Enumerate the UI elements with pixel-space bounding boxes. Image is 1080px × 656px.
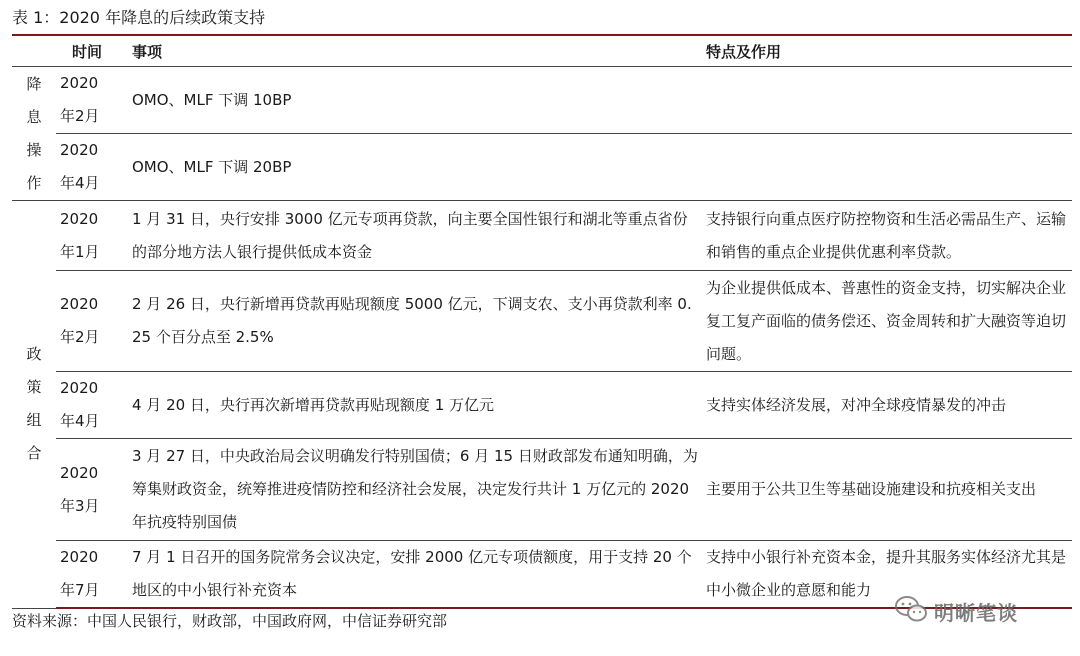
time-cell	[56, 201, 128, 271]
watermark	[894, 594, 1018, 628]
time-cell	[56, 134, 128, 201]
table-row	[12, 201, 1072, 271]
item-cell: 2 月 26 日，央行新增再贷款再贴现额度 5000 亿元，下调支农、支小再贷款利率 0.25 个百分点至 2.5%	[128, 271, 702, 372]
time-month: 年7月	[60, 581, 100, 599]
item-cell: 1 月 31 日，央行安排 3000 亿元专项再贷款，向主要全国性银行和湖北等重点省份的部分地方法人银行提供低成本资金	[128, 201, 702, 271]
header-feature: 特点及作用	[702, 35, 1072, 67]
feature-cell: 为企业提供低成本、普惠性的资金支持，切实解决企业复工复产面临的债务偿还、资金周转和扩大融资等迫切问题。	[702, 271, 1072, 372]
feature-cell: 支持银行向重点医疗防控物资和生活必需品生产、运输和销售的重点企业提供优惠利率贷款。	[702, 201, 1072, 271]
time-cell	[56, 271, 128, 372]
time-cell	[56, 541, 128, 609]
time-month: 年2月	[60, 107, 100, 125]
time-year: 2020	[60, 74, 99, 92]
time-year: 2020	[60, 209, 99, 228]
table-header-row	[12, 35, 1072, 67]
group-label-policy-mix: 政策组合	[26, 345, 42, 463]
time-cell	[56, 372, 128, 439]
item-cell: OMO、MLF 下调 20BP	[128, 134, 702, 201]
group-label-rate-cut: 降息操作	[26, 74, 42, 192]
item-cell: OMO、MLF 下调 10BP	[128, 67, 702, 134]
item-cell: 7 月 1 日召开的国务院常务会议决定，安排 2000 亿元专项债额度，用于支持 20 个地区的中小银行补充资本	[128, 541, 702, 609]
table-row	[12, 134, 1072, 201]
watermark-text: 明晰笔谈	[934, 600, 1018, 625]
feature-cell	[702, 134, 1072, 201]
table-row	[12, 67, 1072, 134]
feature-cell: 支持中小银行补充资本金，提升其服务实体经济尤其是中小微企业的意愿和能力	[702, 541, 1072, 609]
feature-cell	[702, 67, 1072, 134]
time-month: 年4月	[60, 174, 100, 192]
item-cell: 3 月 27 日，中央政治局会议明确发行特别国债；6 月 15 日财政部发布通知明确，为筹集财政资金，统筹推进疫情防控和经济社会发展，决定发行共计 1 万亿元的 2020 年抗疫特别国债	[128, 439, 702, 541]
table-row	[12, 271, 1072, 372]
policy-table	[12, 34, 1072, 609]
time-year: 2020	[60, 379, 99, 397]
group-cell-policy-mix	[12, 201, 56, 609]
source-note: 资料来源：中国人民银行，财政部，中国政府网，中信证券研究部	[12, 612, 448, 630]
item-cell: 4 月 20 日，央行再次新增再贷款再贴现额度 1 万亿元	[128, 372, 702, 439]
feature-cell: 主要用于公共卫生等基础设施建设和抗疫相关支出	[702, 439, 1072, 541]
header-time: 时间	[56, 35, 128, 67]
time-year: 2020	[60, 295, 99, 313]
time-cell	[56, 439, 128, 541]
time-month: 年1月	[60, 242, 100, 261]
feature-cell: 支持实体经济发展，对冲全球疫情暴发的冲击	[702, 372, 1072, 439]
time-cell	[56, 67, 128, 134]
time-year: 2020	[60, 141, 99, 159]
header-item: 事项	[128, 35, 702, 67]
time-month: 年4月	[60, 412, 100, 430]
time-year: 2020	[60, 548, 99, 566]
time-month: 年3月	[60, 496, 100, 515]
wechat-icon	[894, 594, 928, 628]
table-row	[12, 439, 1072, 541]
table-row	[12, 372, 1072, 439]
time-year: 2020	[60, 463, 99, 482]
header-group	[12, 35, 56, 67]
time-month: 年2月	[60, 328, 100, 346]
group-cell-rate-cut	[12, 67, 56, 201]
table-caption: 表 1：2020 年降息的后续政策支持	[12, 8, 266, 27]
